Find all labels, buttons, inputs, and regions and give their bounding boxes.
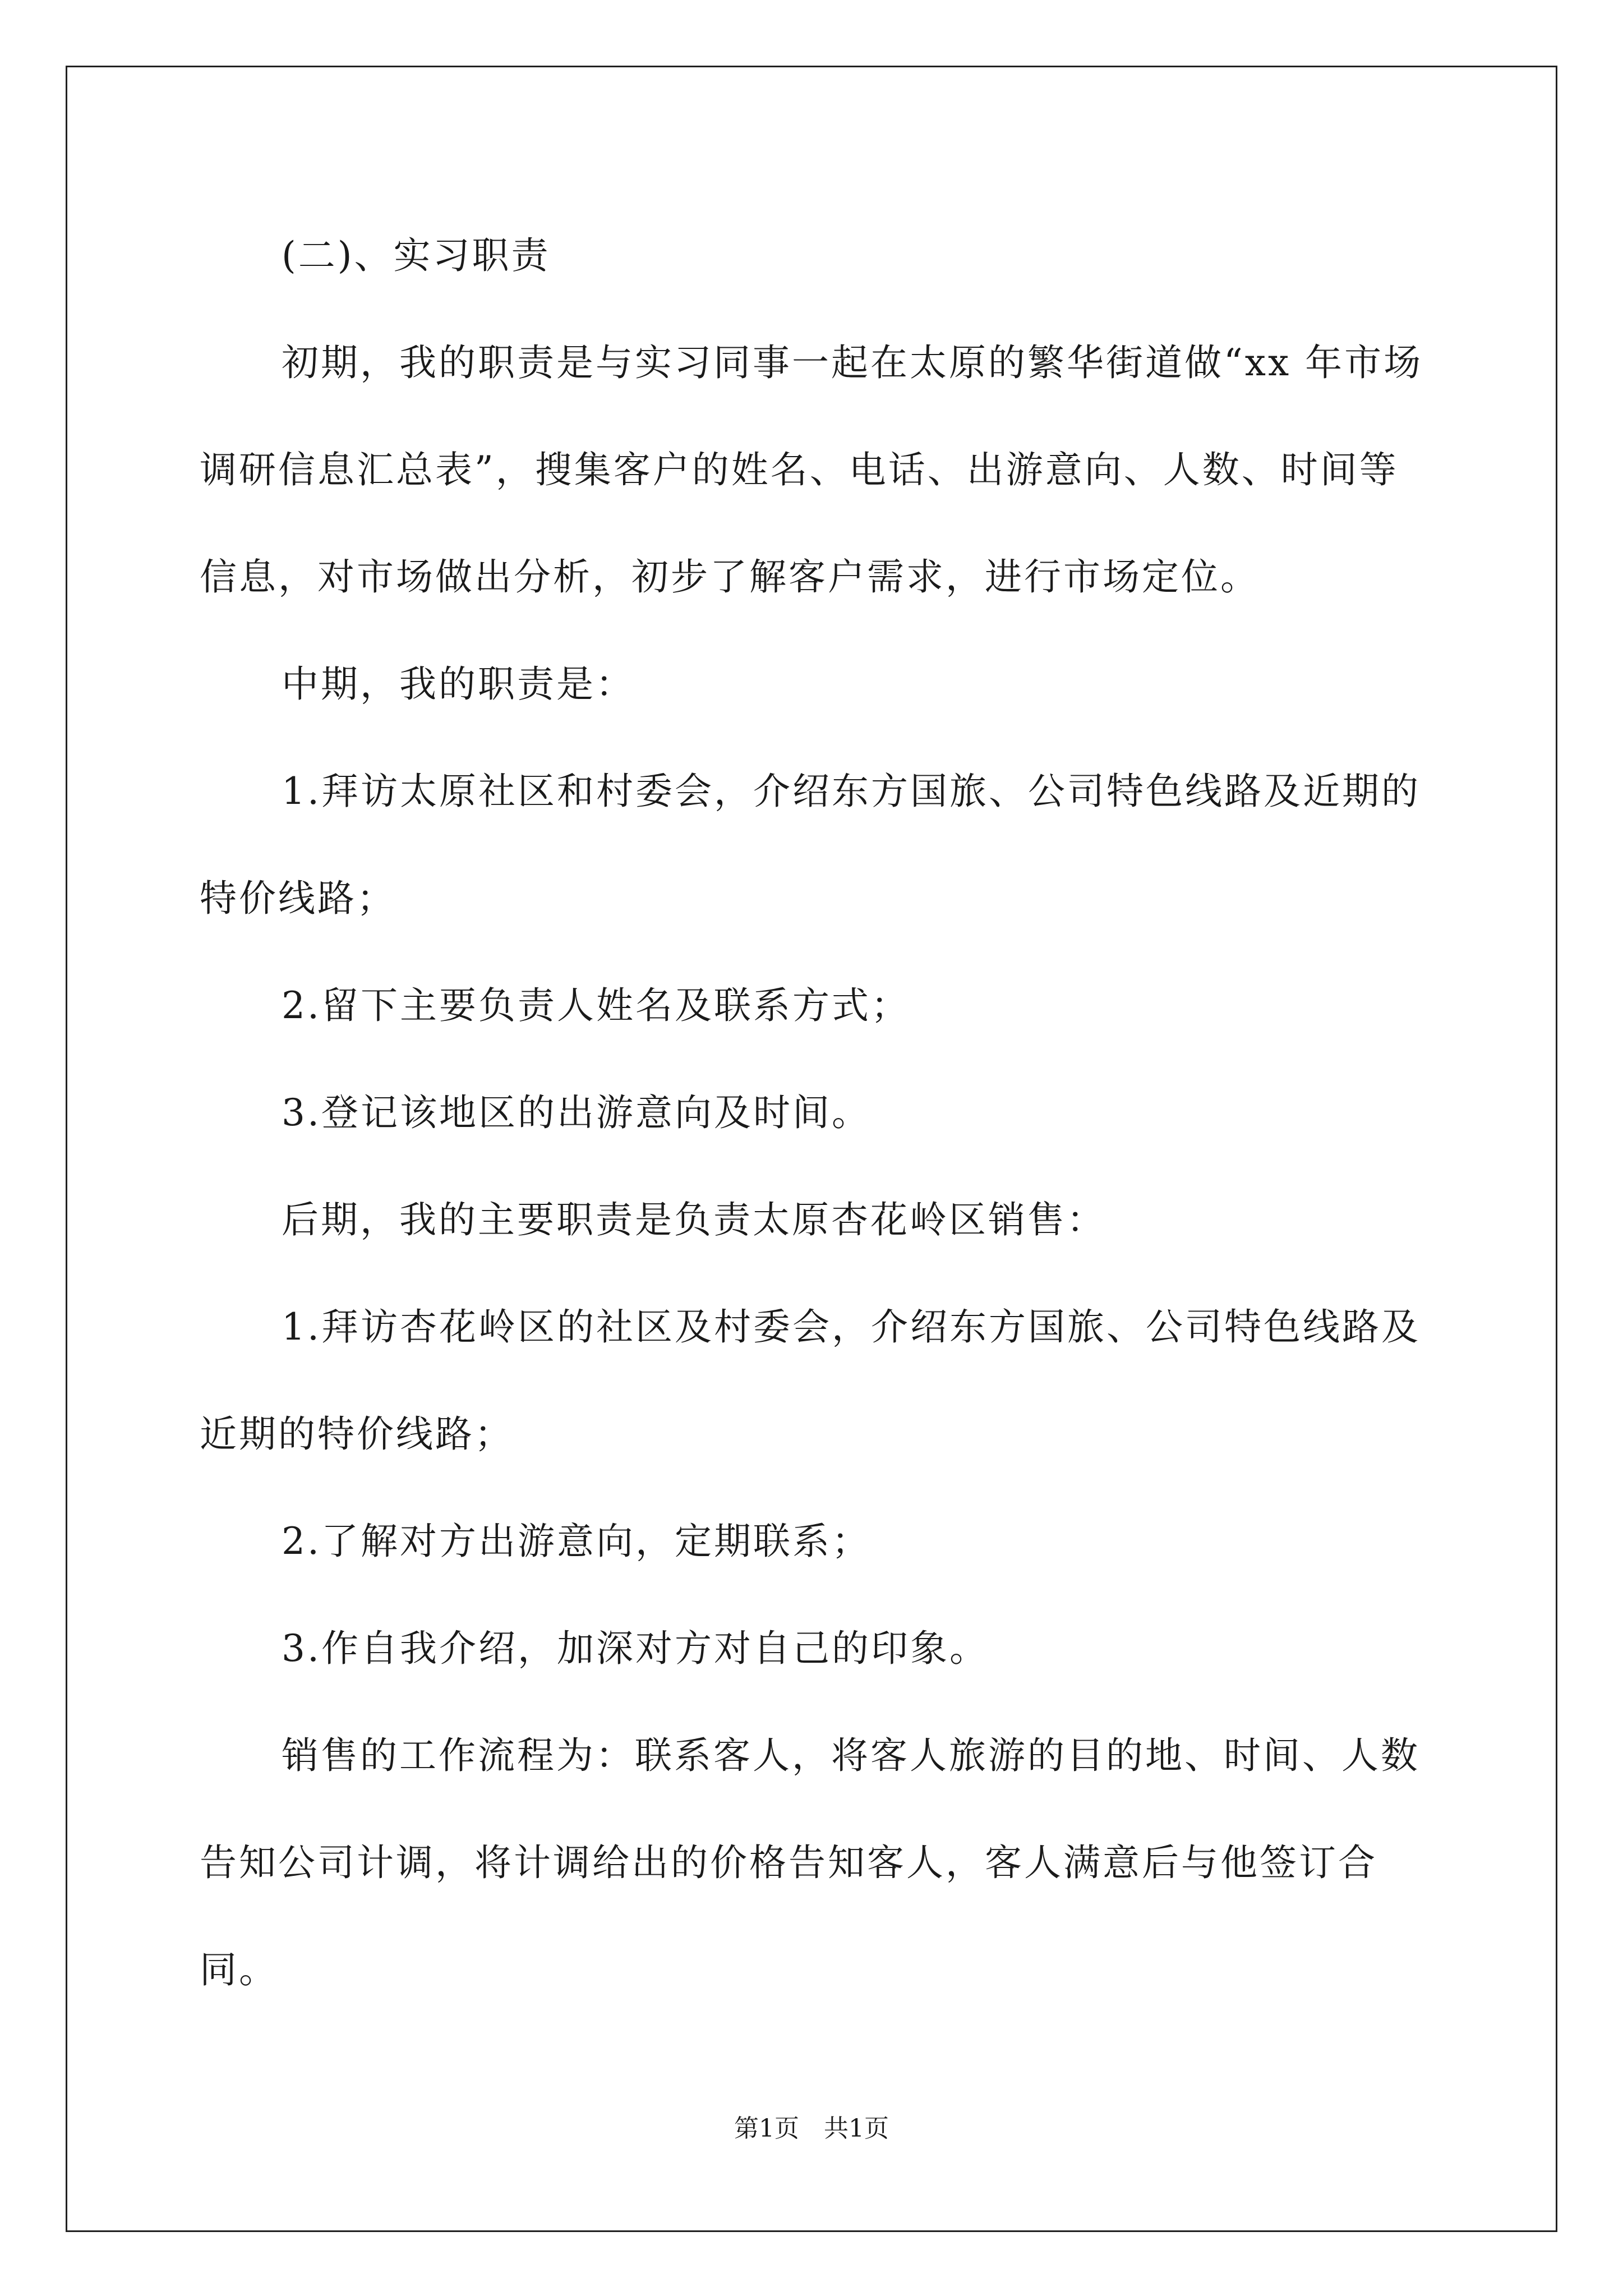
paragraph-late-duties-intro: 后期，我的主要职责是负责太原杏花岭区销售： [282, 1198, 1106, 1241]
list-item-late-1: 1.拜访杏花岭区的社区及村委会，介绍东方国旅、公司特色线路及近期的特价线路； [200, 1305, 1421, 1456]
page-footer: 第1页 共1页 [734, 2114, 889, 2143]
paragraph-early-duties: 初期，我的职责是与实习同事一起在太原的繁华街道做“xx 年市场调研信息汇总表”，搜集客户的姓名、电话、出游意向、人数、时间等信息，对市场做出分析，初步了解客户需求，进行市场定位。 [200, 341, 1423, 599]
paragraph-mid-duties-intro: 中期，我的职责是： [282, 662, 635, 706]
list-item-mid-1: 1.拜访太原社区和村委会，介绍东方国旅、公司特色线路及近期的特价线路； [200, 770, 1421, 920]
paragraph-sales-workflow: 销售的工作流程为：联系客人，将客人旅游的目的地、时间、人数告知公司计调，将计调给出的价格告知客人，客人满意后与他签订合同。 [200, 1734, 1420, 1991]
list-item-mid-3: 3.登记该地区的出游意向及时间。 [282, 1091, 871, 1134]
list-item-mid-2: 2.留下主要负责人姓名及联系方式； [282, 984, 910, 1027]
list-item-late-2: 2.了解对方出游意向，定期联系； [282, 1520, 871, 1563]
section-heading: (二)、实习职责 [282, 234, 551, 277]
document-body [200, 202, 1433, 2023]
list-item-late-3: 3.作自我介绍，加深对方对自己的印象。 [282, 1627, 989, 1670]
